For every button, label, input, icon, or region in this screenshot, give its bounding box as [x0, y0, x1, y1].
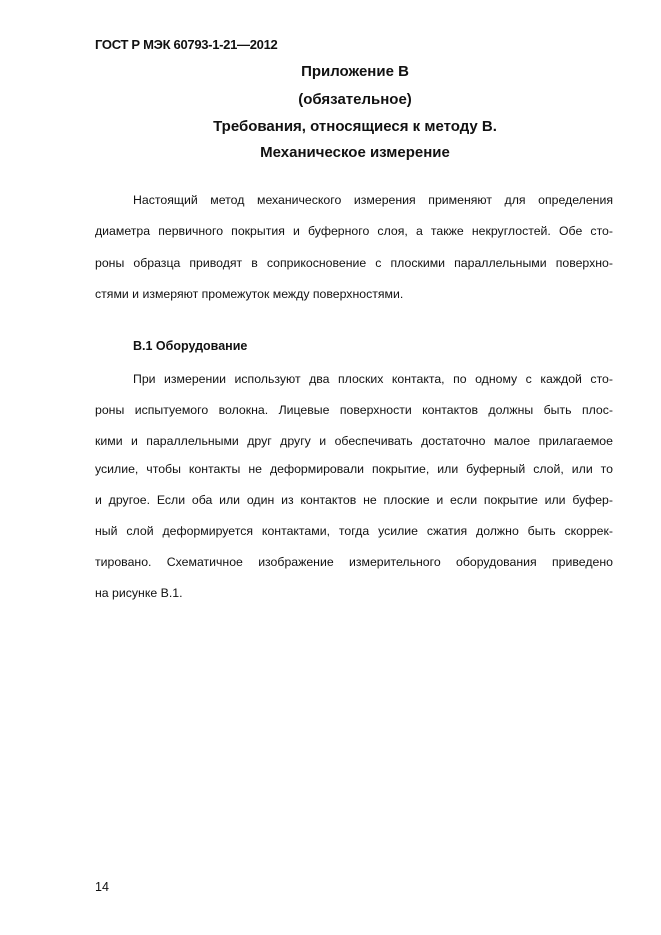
appendix-subject: Требования, относящиеся к методу В.: [213, 118, 497, 135]
paragraph-line: тировано. Схематичное изображение измерительного оборудования приведено: [95, 555, 613, 569]
document-header-id: ГОСТ Р МЭК 60793-1-21—2012: [95, 37, 278, 52]
paragraph-line: роны испытуемого волокна. Лицевые поверхности контактов должны быть плос-: [95, 403, 613, 417]
paragraph-line: на рисунке В.1.: [95, 586, 183, 600]
appendix-subject-2: Механическое измерение: [260, 144, 450, 161]
paragraph-line: роны образца приводят в соприкосновение с плоскими параллельными поверхно-: [95, 256, 613, 270]
section-heading: В.1 Оборудование: [133, 339, 248, 353]
appendix-status: (обязательное): [298, 91, 412, 108]
paragraph-line: стями и измеряют промежуток между поверхностями.: [95, 287, 404, 301]
paragraph-line: и другое. Если оба или один из контактов не плоские и если покрытие или буфер-: [95, 493, 613, 507]
paragraph-line: При измерении используют два плоских контакта, по одному с каждой сто-: [133, 372, 613, 386]
appendix-title: Приложение В: [301, 63, 409, 80]
paragraph-line: диаметра первичного покрытия и буферного слоя, а также некруглостей. Обе сто-: [95, 224, 613, 238]
paragraph-line: ный слой деформируется контактами, тогда усилие сжатия должно быть скоррек-: [95, 524, 613, 538]
page-number: 14: [95, 880, 109, 894]
paragraph-line: кими и параллельными друг другу и обеспечивать достаточно малое прилагаемое: [95, 434, 613, 448]
paragraph-line: Настоящий метод механического измерения применяют для определения: [133, 193, 613, 207]
paragraph-line: усилие, чтобы контакты не деформировали покрытие, или буферный слой, или то: [95, 462, 613, 476]
